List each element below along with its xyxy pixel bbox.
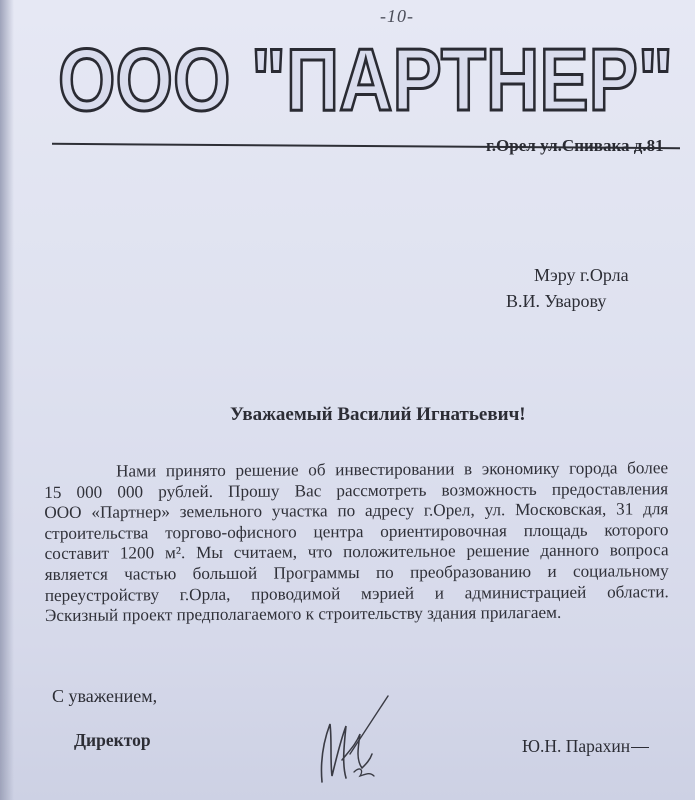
company-address: г.Орел ул.Спивака д.81 xyxy=(486,136,664,155)
recipient-line-1: Мэру г.Орла xyxy=(534,265,629,285)
body-line: ООО «Партнер» земельного участка по адресу г.Орел, ул. Московская, 31 для xyxy=(44,499,669,523)
body-line: составит 1200 м². Мы считаем, что положительное решение данного вопроса xyxy=(44,540,669,564)
signatory-name-block xyxy=(522,736,649,757)
signature-line xyxy=(631,747,649,748)
recipient-line-2: В.И. Уварову xyxy=(506,291,607,311)
body-line: строительства торгово-офисного центра ориентировочная площадь которого xyxy=(44,519,669,543)
body-line: Эскизный проект предполагаемого к строительству здания прилагаем. xyxy=(44,602,562,626)
closing-phrase: С уважением, xyxy=(52,686,158,706)
company-name: ООО "ПАРТНЕР" xyxy=(58,30,673,129)
signer-position: Директор xyxy=(74,730,151,750)
body-line: является частью большой Программы по преобразованию и социальному xyxy=(44,561,669,584)
body-line: переустройству г.Орла, проводимой мэрией и администрацией области. xyxy=(44,581,669,605)
body-line: Нами принято решение об инвестировании в экономику города более xyxy=(115,458,669,481)
page-number-mark: -10- xyxy=(380,6,414,26)
handwritten-signature xyxy=(300,690,410,790)
letter-body xyxy=(44,458,669,627)
signatory-name: Ю.Н. Парахин xyxy=(522,736,631,756)
body-line: 15 000 000 рублей. Прошу Вас рассмотреть возможность предоставления xyxy=(44,478,669,502)
company-letterhead-logo xyxy=(58,18,678,138)
recipient-block xyxy=(506,262,629,314)
salutation: Уважаемый Василий Игнатьевич! xyxy=(230,404,526,425)
page-edge-shadow xyxy=(0,0,14,800)
